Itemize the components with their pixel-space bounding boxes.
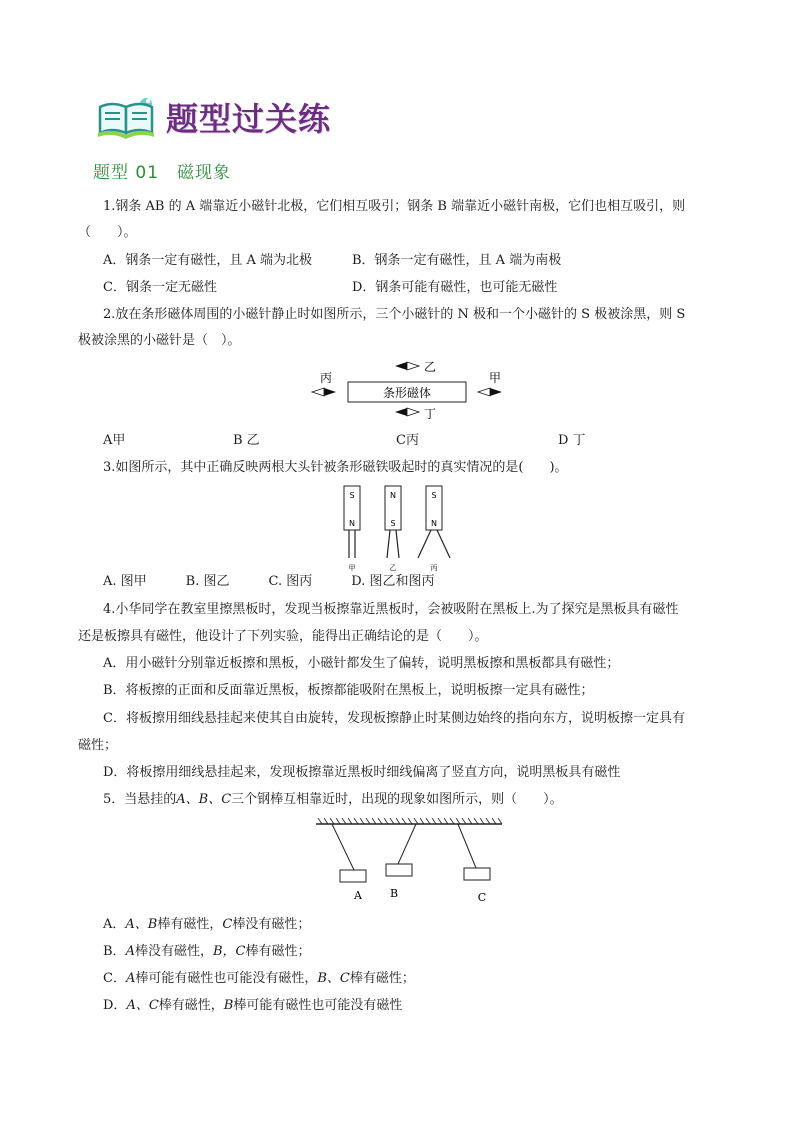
needle-jia-black	[490, 388, 502, 396]
q1-option-d: D．钢条可能有磁性，也可能无磁性	[352, 280, 558, 295]
string-c	[458, 824, 476, 868]
book-icon	[96, 95, 158, 139]
q5-b-prefix: B．	[103, 944, 126, 959]
q5-a-text1: 棒有磁性，	[157, 917, 223, 932]
needle-yi-label: 乙	[424, 360, 437, 374]
q4-option-b: B．将板擦的正面和反面靠近黑板，板擦都能吸附在黑板上，说明板擦一定具有磁性；	[103, 683, 594, 698]
q5-option-a	[103, 916, 310, 934]
needle-jia-white	[478, 388, 490, 396]
banner-title: 题型过关练	[166, 100, 332, 138]
section-name: 磁现象	[177, 163, 232, 183]
string-b	[398, 824, 416, 864]
q5-a-letters2: C	[222, 917, 233, 932]
magnet-jia-n: N	[349, 519, 355, 528]
magnet-bing-n: N	[431, 519, 437, 528]
q5-d-prefix: D．	[103, 998, 127, 1013]
needle-ding-black	[395, 408, 407, 416]
needle-jia-label: 甲	[489, 371, 502, 385]
section-label: 题型 01	[93, 163, 160, 183]
rod-b-label: B	[389, 887, 399, 900]
q5-c-letters2: B、C	[317, 971, 350, 986]
q5-option-d	[103, 997, 402, 1015]
q5-d-text2: 棒可能有磁性也可能没有磁性	[233, 998, 403, 1013]
q4-option-d: D．将板擦用细线悬挂起来，发现板擦靠近黑板时细线偏离了竖直方向，说明黑板具有磁性	[103, 765, 621, 780]
needle-bing-label: 丙	[320, 371, 333, 385]
q2-option-a: A甲	[103, 433, 126, 448]
needle-yi-white	[407, 362, 419, 370]
rod-a	[340, 870, 366, 882]
label-jia: 甲	[348, 564, 356, 572]
rod-c-label: C	[477, 891, 487, 904]
string-a	[332, 824, 354, 870]
magnet-yi-s: S	[390, 519, 396, 528]
section-title	[93, 158, 249, 183]
q3-pins-figure	[330, 484, 460, 572]
q5-stem-post: 三个钢棒互相靠近时，出现的现象如图所示，则（ ）。	[231, 792, 563, 807]
needle-ding-white	[407, 408, 419, 416]
needle-bing-white	[312, 388, 324, 396]
pin-yi-left	[387, 530, 390, 558]
pin-bing-left	[418, 530, 431, 558]
needle-yi-black	[395, 362, 407, 370]
q5-d-text1: 棒有磁性，	[158, 998, 224, 1013]
q2-magnet-figure	[306, 356, 516, 422]
q4-stem-line2: 还是板擦具有磁性，他设计了下列实验，能得出正确结论的是（ ）。	[78, 629, 488, 644]
q5-stem-letters: A、B、C	[176, 792, 232, 807]
q5-d-letters2: B	[223, 998, 234, 1013]
q4-option-a: A．用小磁针分别靠近板擦和黑板，小磁针都发生了偏转，说明黑板擦和黑板都具有磁性；	[103, 656, 620, 671]
q5-a-prefix: A．	[103, 917, 126, 932]
q5-a-letters1: A、B	[125, 917, 158, 932]
bar-magnet-label: 条形磁体	[382, 386, 432, 400]
q1-option-a: A．钢条一定有磁性，且 A 端为北极	[103, 253, 313, 268]
q4-stem-line1: 4.小华同学在教室里擦黑板时，发现当板擦靠近黑板时，会被吸附在黑板上.为了探究是黑板具有磁性	[103, 602, 679, 617]
q4-option-c-line2: 磁性；	[78, 738, 118, 753]
needle-bing-black	[324, 388, 336, 396]
magnet-bing-s: S	[431, 491, 437, 500]
pin-bing-right	[437, 530, 450, 558]
q5-b-text1: 棒没有磁性，	[134, 944, 213, 959]
q5-c-letters1: A	[125, 971, 136, 986]
q5-option-c	[103, 970, 415, 988]
label-bing: 丙	[430, 564, 438, 572]
q2-option-b: B 乙	[233, 433, 260, 448]
magnet-jia-s: S	[349, 491, 355, 500]
q5-stem	[103, 791, 563, 809]
label-yi: 乙	[389, 564, 397, 572]
q2-stem-line2: 极被涂黑的小磁针是（ ）。	[78, 333, 241, 348]
q2-option-c: C丙	[396, 433, 419, 448]
q5-rods-figure	[314, 818, 506, 908]
banner	[96, 94, 331, 140]
ceiling-hatch	[318, 818, 502, 824]
q5-c-prefix: C．	[103, 971, 126, 986]
pin-yi-right	[396, 530, 399, 558]
q3-options: A. 图甲 B. 图乙 C. 图丙 D. 图乙和图丙	[103, 574, 435, 589]
q1-stem-line1: 1.钢条 AB 的 A 端靠近小磁针北极，它们相互吸引；钢条 B 端靠近小磁针南极，它们也相互吸引，则	[103, 199, 686, 214]
q4-option-c-line1: C．将板擦用细线悬挂起来使其自由旋转，发现板擦静止时某侧边始终的指向东方，说明板擦一定具有	[103, 711, 685, 726]
q1-stem-line2: （ ）。	[78, 225, 137, 240]
q3-stem: 3.如图所示，其中正确反映两根大头针被条形磁铁吸起时的真实情况的是( )。	[103, 460, 568, 475]
rod-a-label: A	[354, 889, 362, 902]
q5-b-letters2: B，C	[212, 944, 246, 959]
q5-a-text2: 棒没有磁性；	[232, 917, 311, 932]
rod-b	[386, 864, 412, 876]
q1-option-b: B．钢条一定有磁性，且 A 端为南极	[352, 253, 562, 268]
q5-stem-pre: 5．当悬挂的	[103, 792, 177, 807]
q1-option-c: C．钢条一定无磁性	[103, 280, 217, 295]
rod-c	[464, 868, 490, 880]
q5-d-letters1: A、C	[126, 998, 159, 1013]
q5-c-text1: 棒可能有磁性也可能没有磁性，	[135, 971, 318, 986]
q2-stem-line1: 2.放在条形磁体周围的小磁针静止时如图所示，三个小磁针的 N 极和一个小磁针的 S 极被涂黑，则 S	[103, 307, 686, 322]
q5-option-b	[103, 943, 311, 961]
q5-b-letters1: A	[125, 944, 135, 959]
q5-b-text2: 棒有磁性；	[245, 944, 311, 959]
q2-option-d: D 丁	[558, 433, 586, 448]
magnet-yi-n: N	[390, 491, 396, 500]
q5-c-text2: 棒有磁性；	[349, 971, 415, 986]
needle-ding-label: 丁	[424, 407, 437, 421]
